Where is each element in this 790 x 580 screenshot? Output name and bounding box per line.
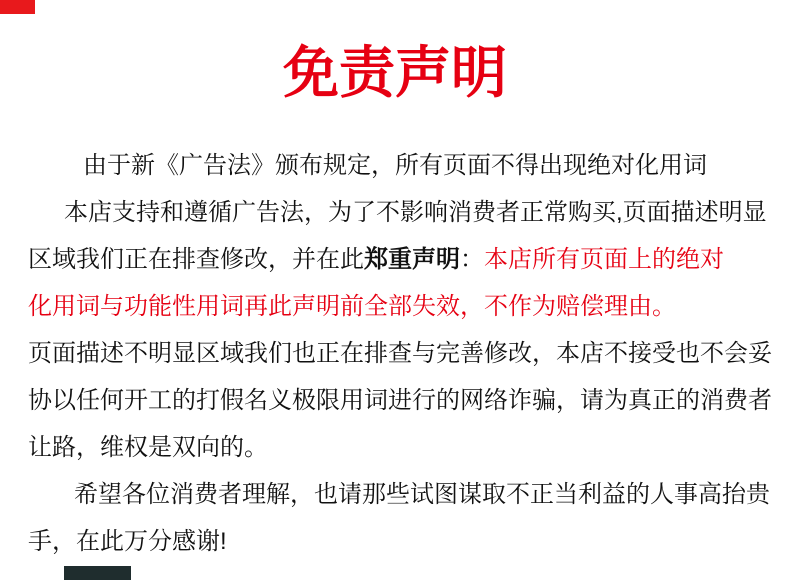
page-title: 免责声明 — [283, 41, 507, 104]
paragraph-line-4-highlighted: 化用词与功能性用词再此声明前全部失效，不作为赔偿理由。 — [28, 292, 676, 320]
paragraph-line-5: 页面描述不明显区域我们也正在排查与完善修改，本店不接受也不会妥 — [28, 339, 772, 367]
paragraph-line-9: 手，在此万分感谢! — [28, 527, 227, 555]
disclaimer-text — [0, 142, 790, 565]
paragraph-line-1: 由于新《广告法》颁布规定，所有页面不得出现绝对化用词 — [83, 151, 707, 179]
emphasis-text: 郑重声明 — [364, 245, 460, 273]
paragraph-line-2: 本店支持和遵循广告法，为了不影响消费者正常购买,页面描述明显 — [64, 198, 767, 226]
paragraph-line-3 — [28, 236, 762, 283]
highlighted-text: 本店所有页面上的绝对 — [484, 245, 724, 273]
paragraph-line-7: 让路，维权是双向的。 — [28, 433, 268, 461]
paragraph-line-6: 协以任何开工的打假名义极限用词进行的网络诈骗，请为真正的消费者 — [28, 386, 772, 414]
text-segment: ： — [460, 245, 484, 273]
bottom-section-edge-block — [64, 566, 131, 580]
top-left-red-block — [0, 0, 35, 14]
text-segment: 区域我们正在排查修改，并在此 — [28, 245, 364, 273]
paragraph-line-8: 希望各位消费者理解，也请那些试图谋取不正当利益的人事高抬贵 — [74, 480, 770, 508]
